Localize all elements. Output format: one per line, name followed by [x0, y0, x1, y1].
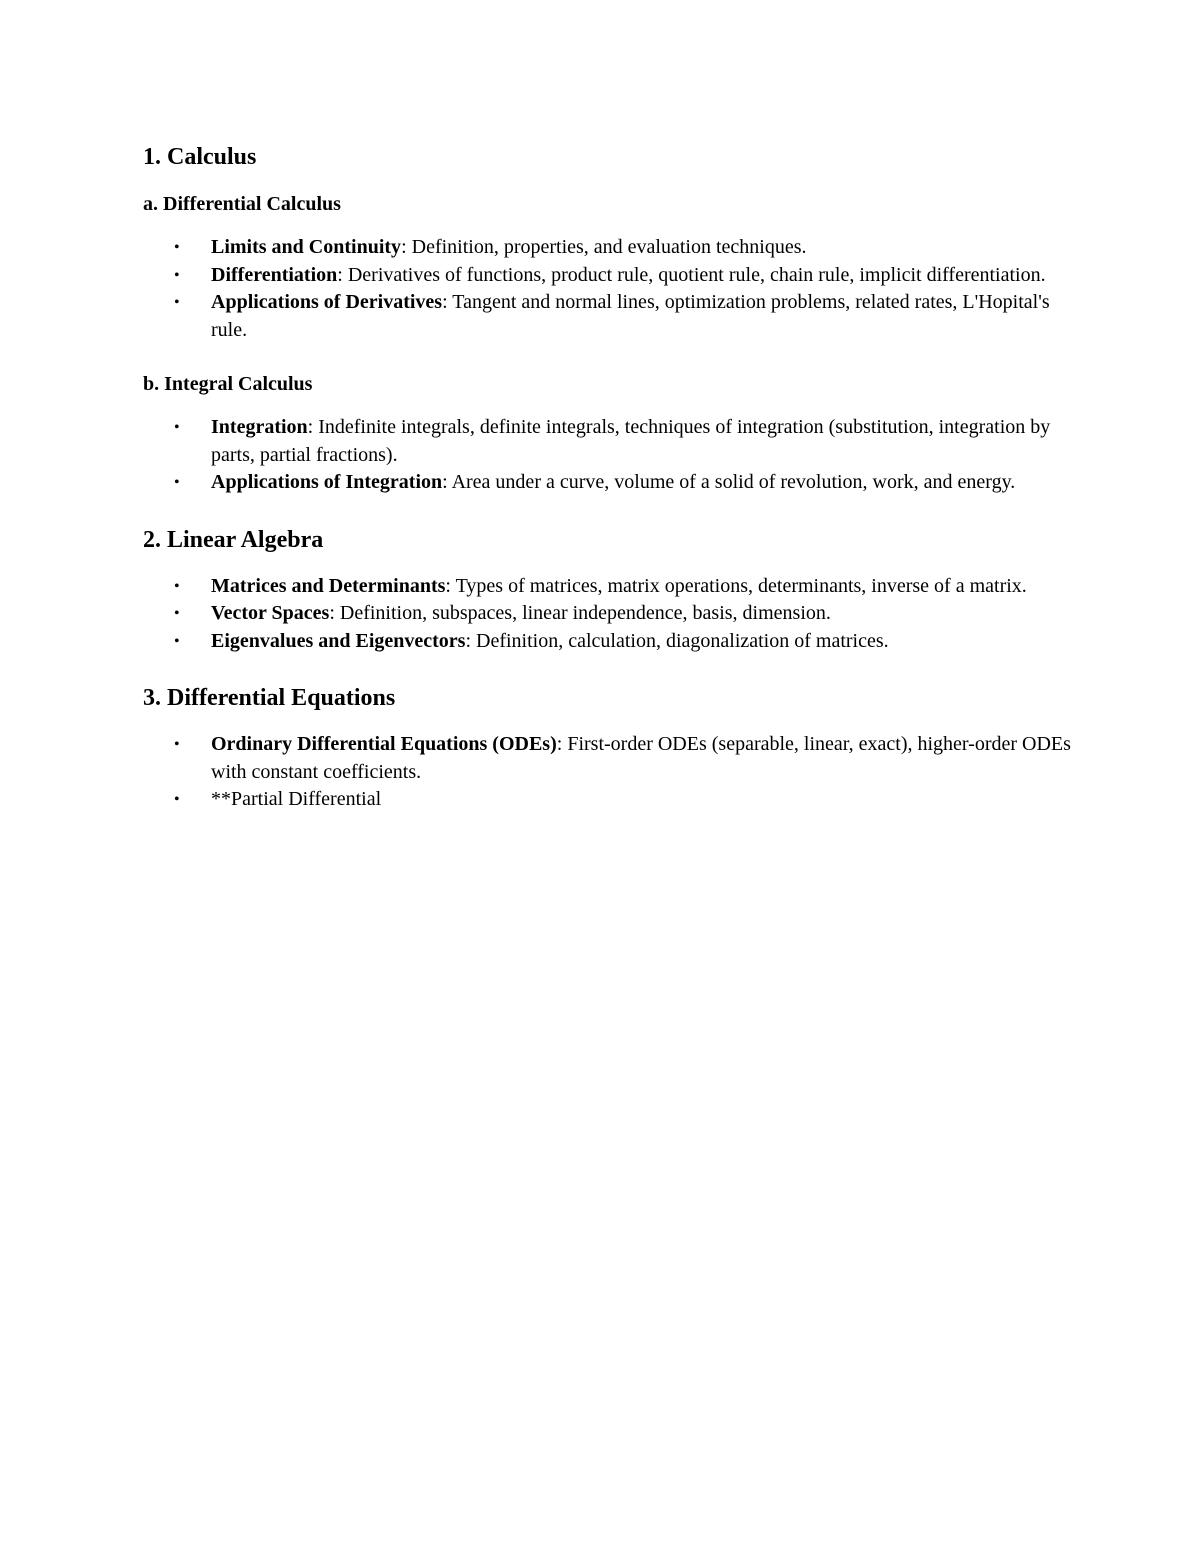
bullet-icon: • [174, 294, 180, 311]
topic-description: : Area under a curve, volume of a solid of revolution, work, and energy. [442, 471, 1016, 493]
topic-term: Vector Spaces [211, 602, 330, 624]
topic-description: : First-order ODEs (separable, linear, exact), higher-order ODEs with constant coefficients. [211, 733, 1071, 783]
topic-term: Applications of Derivatives [211, 291, 443, 313]
list-item [174, 289, 1073, 344]
topic-list-integral-calculus [143, 414, 1073, 497]
list-item [174, 262, 1073, 290]
topic-description: **Partial Differential [211, 788, 382, 810]
topic-term: Applications of Integration [211, 471, 443, 493]
topic-description: : Definition, properties, and evaluation techniques. [401, 236, 807, 258]
bullet-icon: • [174, 266, 180, 284]
topic-description: : Tangent and normal lines, optimization problems, related rates, L'Hopital's rule. [211, 291, 1050, 341]
topic-description: : Derivatives of functions, product rule, quotient rule, chain rule, implicit differentiation. [337, 263, 1046, 286]
list-item [174, 573, 1073, 601]
topic-list-differential-calculus [143, 234, 1073, 344]
bullet-icon: • [174, 736, 180, 753]
topic-list-linear-algebra [143, 573, 1073, 656]
topic-term: Eigenvalues and Eigenvectors [211, 629, 466, 652]
subsection-title-integral-calculus: b. Integral Calculus [143, 373, 313, 395]
topic-description: : Definition, calculation, diagonalization of matrices. [465, 629, 889, 652]
section-title-calculus: 1. Calculus [143, 144, 257, 170]
bullet-icon: • [174, 605, 180, 622]
subsection-title-differential-calculus: a. Differential Calculus [143, 193, 341, 215]
topic-term: Limits and Continuity [211, 236, 402, 258]
bullet-icon: • [174, 791, 180, 808]
list-item [174, 469, 1073, 497]
bullet-icon: • [174, 577, 180, 595]
topic-list-differential-equations [143, 731, 1073, 814]
topic-description: : Types of matrices, matrix operations, determinants, inverse of a matrix. [445, 574, 1027, 597]
topic-term: Ordinary Differential Equations (ODEs) [211, 733, 557, 755]
list-item [174, 628, 1073, 656]
topic-description: : Definition, subspaces, linear independence, basis, dimension. [329, 602, 831, 624]
bullet-icon: • [174, 632, 180, 650]
section-title-differential-equations: 3. Differential Equations [143, 685, 396, 711]
list-item [174, 414, 1073, 469]
bullet-icon: • [174, 474, 180, 491]
topic-term: Integration [211, 416, 308, 438]
section-title-linear-algebra: 2. Linear Algebra [143, 526, 324, 553]
bullet-icon: • [174, 419, 180, 436]
list-item [174, 234, 1073, 262]
topic-description: : Indefinite integrals, definite integrals, techniques of integration (substitution, integration by parts, partial fractions). [211, 416, 1051, 466]
list-item [174, 600, 1073, 628]
list-item [174, 731, 1073, 786]
document-body [143, 140, 1073, 840]
bullet-icon: • [174, 239, 180, 256]
list-item [174, 786, 1073, 814]
topic-term: Matrices and Determinants [211, 574, 446, 597]
topic-term: Differentiation [211, 263, 338, 286]
